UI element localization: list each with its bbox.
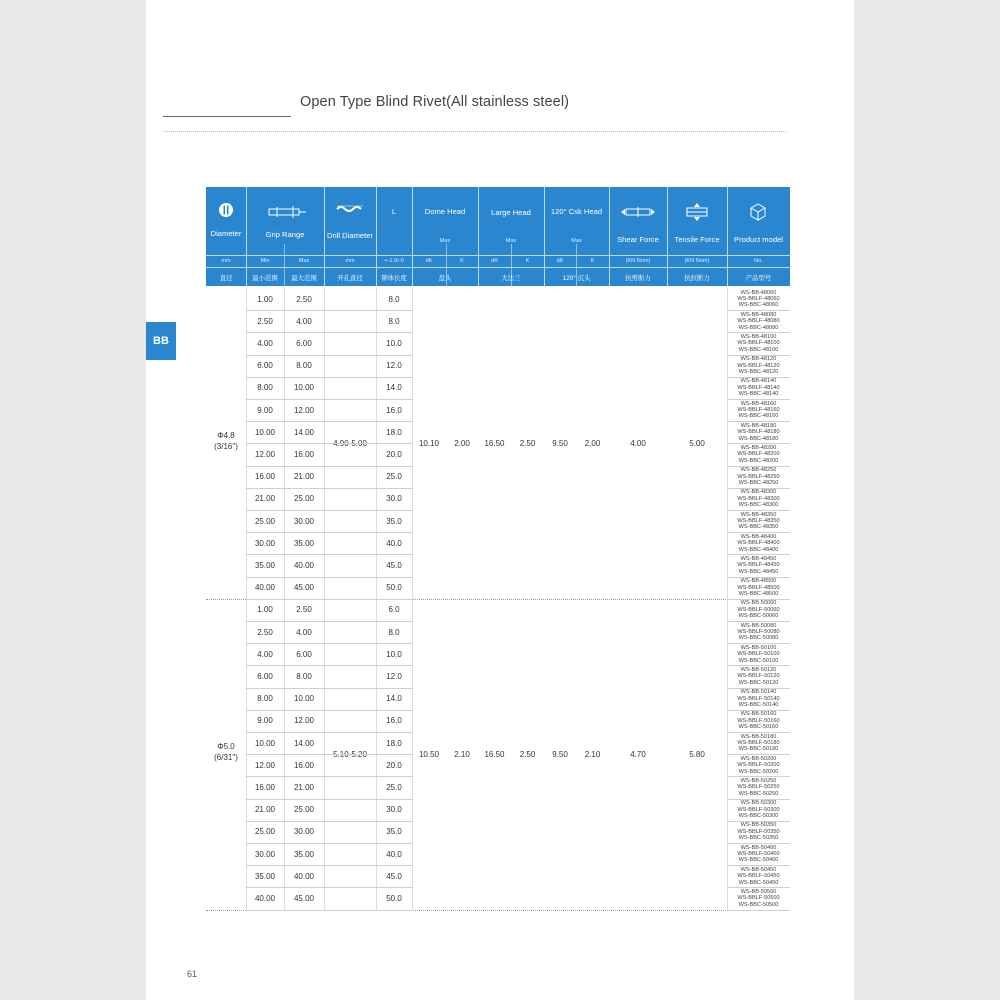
product-model-cell: [727, 711, 790, 730]
unit-csk-dk: dK: [556, 258, 564, 264]
product-model-code: WS-BB-50450: [740, 866, 777, 873]
header-drill-diameter: Drill Diameter: [327, 230, 373, 240]
grip-max-cell: 12.00: [293, 716, 315, 726]
product-model-code: WS-BBC-48300: [738, 502, 779, 509]
length-cell: 12.0: [386, 361, 402, 371]
grip-max-cell: 14.00: [293, 738, 315, 748]
grip-min-cell: 35.00: [254, 871, 276, 881]
length-cell: 20.0: [386, 449, 402, 459]
product-model-code: WS-BBLF-50120: [737, 673, 780, 680]
grip-min-cell: 9.00: [257, 405, 273, 415]
product-model-cell: [727, 445, 790, 464]
grip-min-cell: 25.00: [254, 516, 276, 526]
product-model-code: WS-BBC-50140: [738, 701, 779, 708]
product-model-code: WS-BBC-48250: [738, 479, 779, 486]
product-model-code: WS-BB-50100: [740, 644, 777, 651]
product-model-code: WS-BBLF-50060: [737, 606, 780, 613]
header-large-max: Max: [505, 238, 517, 244]
grip-min-cell: 6.00: [257, 671, 273, 681]
product-model-code: WS-BBC-50060: [738, 613, 779, 620]
unit-dome-dk: dK: [425, 258, 433, 264]
length-cell: 40.0: [386, 849, 402, 859]
product-model-code: WS-BBLF-50160: [737, 717, 780, 724]
product-model-code: WS-BBLF-48350: [737, 517, 780, 524]
product-model-code: WS-BB-48080: [740, 311, 777, 318]
grip-max-cell: 16.00: [293, 760, 315, 770]
product-model-cell: [727, 467, 790, 486]
product-model-code: WS-BB-48400: [740, 533, 777, 540]
length-cell: 35.0: [386, 516, 402, 526]
grip-min-cell: 35.00: [254, 560, 276, 570]
product-model-cell: [727, 845, 790, 864]
grip-min-cell: 4.00: [257, 649, 273, 659]
product-model-code: WS-BBC-48450: [738, 568, 779, 575]
product-model-code: WS-BBLF-48300: [737, 495, 780, 502]
product-model-code: WS-BB-50200: [740, 755, 777, 762]
product-model-cell: [727, 756, 790, 775]
length-cell: 50.0: [386, 583, 402, 593]
length-cell: 25.0: [386, 472, 402, 482]
product-model-code: WS-BBC-50250: [738, 790, 779, 797]
cn-drill: 开孔直径: [337, 274, 363, 282]
product-model-cell: [727, 423, 790, 442]
grip-min-cell: 40.00: [254, 583, 276, 593]
product-model-code: WS-BBLF-48060: [737, 295, 780, 302]
grip-range-icon: [267, 204, 307, 220]
group-dome-k: 2.10: [454, 749, 470, 759]
title-underline: [163, 116, 291, 117]
unit-grip-max: Max: [298, 258, 310, 264]
length-cell: 16.0: [386, 716, 402, 726]
grip-max-cell: 45.00: [293, 893, 315, 903]
length-cell: 8.0: [388, 627, 400, 637]
group-shear: 4.00: [630, 438, 646, 448]
product-model-code: WS-BBC-50080: [738, 635, 779, 642]
product-model-code: WS-BB-48200: [740, 444, 777, 451]
product-model-code: WS-BBLF-50450: [737, 873, 780, 880]
product-model-code: WS-BBC-48120: [738, 368, 779, 375]
product-model-cell: [727, 667, 790, 686]
grip-min-cell: 4.00: [257, 338, 273, 348]
product-model-cell: [727, 534, 790, 553]
product-model-code: WS-BB-48060: [740, 289, 777, 296]
product-model-cell: [727, 734, 790, 753]
product-model-code: WS-BBC-50450: [738, 879, 779, 886]
product-model-code: WS-BB-50400: [740, 844, 777, 851]
product-model-code: WS-BBLF-50180: [737, 739, 780, 746]
product-model-cell: [727, 556, 790, 575]
product-model-code: WS-BBLF-50350: [737, 828, 780, 835]
length-cell: 18.0: [386, 427, 402, 437]
product-model-code: WS-BB-50140: [740, 689, 777, 696]
product-model-code: WS-BBLF-48200: [737, 451, 780, 458]
product-model-code: WS-BB-48120: [740, 356, 777, 363]
unit-tensile: (KN Nom): [684, 258, 710, 264]
product-model-code: WS-BB-50180: [740, 733, 777, 740]
product-model-cell: [727, 512, 790, 531]
product-model-code: WS-BB-48500: [740, 578, 777, 585]
product-model-cell: [727, 645, 790, 664]
header-product-model: Product model: [734, 234, 783, 244]
product-model-cell: [727, 290, 790, 309]
length-cell: 45.0: [386, 871, 402, 881]
grip-max-cell: 10.00: [293, 383, 315, 393]
group-csk-dk: 9.50: [552, 749, 568, 759]
product-model-code: WS-BBLF-48450: [737, 562, 780, 569]
grip-min-cell: 2.50: [257, 316, 273, 326]
product-model-code: WS-BB-50500: [740, 888, 777, 895]
unit-grip-min: Min: [260, 258, 270, 264]
product-model-code: WS-BB-50250: [740, 777, 777, 784]
table-body: [206, 288, 790, 910]
length-cell: 40.0: [386, 538, 402, 548]
group-large-k: 2.50: [519, 438, 536, 448]
grip-min-cell: 12.00: [254, 760, 276, 770]
product-model-code: WS-BBLF-50100: [737, 651, 780, 658]
grip-min-cell: 1.00: [257, 605, 273, 615]
length-cell: 30.0: [386, 805, 402, 815]
unit-shear: (KN Nom): [625, 258, 651, 264]
cn-grip-max: 最大范围: [291, 274, 317, 282]
product-model-code: WS-BBC-48500: [738, 590, 779, 597]
product-model-code: WS-BB-48140: [740, 378, 777, 385]
grip-max-cell: 4.00: [296, 627, 312, 637]
grip-max-cell: 8.00: [296, 361, 312, 371]
product-model-code: WS-BBLF-50500: [737, 895, 780, 902]
tensile-force-icon: [684, 203, 710, 221]
length-cell: 30.0: [386, 494, 402, 504]
cn-diameter: 直径: [219, 274, 233, 282]
product-model-code: WS-BBC-50180: [738, 746, 779, 753]
group-diameter-inch: (3/16"): [214, 441, 238, 451]
grip-min-cell: 30.00: [254, 849, 276, 859]
grip-max-cell: 30.00: [293, 516, 315, 526]
length-cell: 10.0: [386, 338, 402, 348]
product-model-code: WS-BBLF-48120: [737, 362, 780, 369]
cn-dome: 盘头: [438, 274, 452, 282]
group-diameter-inch: (6/31"): [214, 752, 238, 762]
product-model-cell: [727, 378, 790, 397]
length-cell: 14.0: [386, 383, 402, 393]
product-model-code: WS-BBC-50500: [738, 901, 779, 908]
unit-drill: mm: [345, 258, 355, 264]
product-model-cell: [727, 578, 790, 597]
grip-max-cell: 6.00: [296, 649, 312, 659]
product-model-code: WS-BBC-50160: [738, 724, 779, 731]
row-divider: [246, 910, 412, 911]
product-model-code: WS-BBLF-50400: [737, 850, 780, 857]
header-length: L: [391, 206, 397, 216]
product-model-cell: [727, 401, 790, 420]
product-model-code: WS-BBLF-50140: [737, 695, 780, 702]
product-model-code: WS-BBC-48100: [738, 346, 779, 353]
unit-diameter: mm: [221, 258, 231, 264]
group-diameter: Φ4.8: [217, 430, 235, 440]
group-dome-k: 2.00: [454, 438, 470, 448]
product-model-code: WS-BB-50060: [740, 600, 777, 607]
grip-min-cell: 40.00: [254, 893, 276, 903]
grip-min-cell: 30.00: [254, 538, 276, 548]
group-large-dk: 16.50: [484, 438, 505, 448]
product-model-code: WS-BB-48250: [740, 467, 777, 474]
grip-min-cell: 12.00: [254, 449, 276, 459]
product-model-cell: [727, 800, 790, 819]
product-model-cell: [727, 600, 790, 619]
grip-min-cell: 21.00: [254, 805, 276, 815]
cn-tensile: 抗拉断力: [684, 274, 710, 282]
product-model-code: WS-BB-50350: [740, 822, 777, 829]
grip-max-cell: 2.50: [296, 294, 312, 304]
table-header: [206, 187, 790, 286]
product-model-code: WS-BBC-48200: [738, 457, 779, 464]
length-cell: 10.0: [386, 649, 402, 659]
header-dome-head: Dome Head: [424, 206, 466, 216]
product-model-code: WS-BBC-48350: [738, 524, 779, 531]
group-large-k: 2.50: [519, 749, 536, 759]
header-csk-head: 120° Csk Head: [550, 206, 603, 216]
row-divider: [727, 910, 790, 911]
group-shear: 4.70: [630, 749, 646, 759]
length-cell: 8.0: [388, 294, 400, 304]
group-tensile: 5.00: [689, 438, 705, 448]
page-title: Open Type Blind Rivet(All stainless steel): [300, 94, 570, 110]
unit-dome-k: K: [460, 258, 464, 264]
product-model-code: WS-BBLF-50300: [737, 806, 780, 813]
cn-length: 铆体长度: [381, 274, 407, 282]
product-model-code: WS-BBLF-48400: [737, 540, 780, 547]
product-model-code: WS-BB-48450: [740, 555, 777, 562]
cn-model: 产品型号: [745, 274, 772, 282]
length-cell: 12.0: [386, 671, 402, 681]
product-model-cell: [727, 689, 790, 708]
length-cell: 8.0: [388, 316, 400, 326]
grip-max-cell: 25.00: [293, 805, 315, 815]
header-tensile-force: Tensile Force: [674, 234, 720, 244]
product-model-code: WS-BB-50160: [740, 711, 777, 718]
product-model-code: WS-BBLF-48500: [737, 584, 780, 591]
grip-max-cell: 14.00: [293, 427, 315, 437]
grip-max-cell: 4.00: [296, 316, 312, 326]
grip-min-cell: 10.00: [254, 427, 276, 437]
length-cell: 14.0: [386, 694, 402, 704]
grip-max-cell: 8.00: [296, 671, 312, 681]
header-csk-max: Max: [571, 238, 582, 244]
product-model-code: WS-BBC-48080: [738, 324, 779, 331]
grip-max-cell: 40.00: [293, 871, 315, 881]
length-cell: 35.0: [386, 827, 402, 837]
product-model-code: WS-BB-48160: [740, 400, 777, 407]
length-cell: 50.0: [386, 893, 402, 903]
grip-max-cell: 2.50: [296, 605, 312, 615]
product-model-code: WS-BBLF-50250: [737, 784, 780, 791]
product-model-code: WS-BB-50300: [740, 800, 777, 807]
drill-icon: [336, 204, 364, 214]
product-model-code: WS-BBC-50100: [738, 657, 779, 664]
group-csk-dk: 9.50: [552, 438, 568, 448]
grip-min-cell: 10.00: [254, 738, 276, 748]
product-model-code: WS-BBC-48180: [738, 435, 779, 442]
product-model-code: WS-BBLF-50200: [737, 762, 780, 769]
section-tab[interactable]: BB: [146, 322, 176, 360]
product-model-code: WS-BBC-50200: [738, 768, 779, 775]
unit-csk-k: K: [590, 258, 595, 264]
header-large-head: Large Head: [491, 207, 531, 217]
grip-max-cell: 12.00: [293, 405, 315, 415]
product-model-cell: [727, 356, 790, 375]
group-csk-k: 2.00: [584, 438, 601, 448]
header-grip-range: Grip Range: [265, 229, 305, 239]
group-csk-k: 2.10: [584, 749, 601, 759]
product-model-code: WS-BBC-50400: [738, 857, 779, 864]
grip-min-cell: 16.00: [254, 782, 276, 792]
grip-min-cell: 16.00: [254, 472, 276, 482]
cn-shear: 抗剪断力: [625, 274, 651, 282]
product-model-cell: [727, 312, 790, 331]
product-model-code: WS-BBLF-48180: [737, 429, 780, 436]
product-model-code: WS-BBC-50120: [738, 679, 779, 686]
grip-max-cell: 10.00: [293, 694, 315, 704]
cn-grip-min: 最小范围: [252, 274, 278, 282]
length-cell: 45.0: [386, 560, 402, 570]
grip-max-cell: 25.00: [293, 494, 315, 504]
product-model-code: WS-BBLF-50080: [737, 628, 780, 635]
cn-csk: 120° 沉头: [562, 274, 591, 282]
product-model-cell: [727, 822, 790, 841]
product-model-code: WS-BBC-50350: [738, 835, 779, 842]
cn-large: 大法兰: [501, 274, 521, 282]
grip-min-cell: 8.00: [257, 694, 273, 704]
length-cell: 18.0: [386, 738, 402, 748]
product-model-code: WS-BB-50120: [740, 666, 777, 673]
shear-force-icon: [620, 206, 656, 218]
product-model-code: WS-BB-48180: [740, 422, 777, 429]
product-model-code: WS-BB-48100: [740, 333, 777, 340]
product-model-cell: [727, 623, 790, 642]
grip-min-cell: 8.00: [257, 383, 273, 393]
header-dome-max: Max: [439, 238, 451, 244]
product-model-code: WS-BBLF-48100: [737, 340, 780, 347]
grip-max-cell: 35.00: [293, 849, 315, 859]
grip-max-cell: 40.00: [293, 560, 315, 570]
product-model-code: WS-BBLF-48250: [737, 473, 780, 480]
grip-max-cell: 30.00: [293, 827, 315, 837]
product-model-cell: [727, 778, 790, 797]
product-model-code: WS-BBLF-48140: [737, 384, 780, 391]
diameter-icon: [218, 202, 234, 218]
grip-min-cell: 21.00: [254, 494, 276, 504]
product-model-code: WS-BBLF-48080: [737, 318, 780, 325]
grip-min-cell: 1.00: [257, 294, 273, 304]
header-shear-force: Shear Force: [617, 234, 659, 244]
title-divider: [163, 131, 786, 132]
length-cell: 6.0: [388, 605, 400, 615]
product-model-code: WS-BBC-48140: [738, 391, 779, 398]
grip-max-cell: 45.00: [293, 583, 315, 593]
page-number: 61: [187, 969, 198, 979]
product-model-cell: [727, 489, 790, 508]
group-tensile: 5.80: [689, 749, 705, 759]
length-cell: 16.0: [386, 405, 402, 415]
product-model-code: WS-BBLF-48160: [737, 406, 780, 413]
length-cell: 20.0: [386, 760, 402, 770]
grip-max-cell: 6.00: [296, 338, 312, 348]
grip-min-cell: 2.50: [257, 627, 273, 637]
product-model-code: WS-BBC-48060: [738, 302, 779, 309]
product-model-code: WS-BBC-50300: [738, 812, 779, 819]
group-drill: 4.90-5.00: [333, 438, 367, 448]
unit-length: +-1.0/-0: [384, 258, 404, 264]
product-model-code: WS-BB-48350: [740, 511, 777, 518]
header-diameter: Diameter: [210, 228, 242, 238]
product-model-code: WS-BBC-48400: [738, 546, 779, 553]
group-diameter: Φ5.0: [217, 741, 235, 751]
product-model-code: WS-BB-48300: [740, 489, 777, 496]
grip-max-cell: 21.00: [293, 782, 315, 792]
grip-max-cell: 16.00: [293, 449, 315, 459]
group-dome-dk: 10.50: [418, 749, 440, 759]
group-large-dk: 16.50: [484, 749, 505, 759]
grip-min-cell: 6.00: [257, 361, 273, 371]
cube-icon: [749, 203, 767, 221]
grip-min-cell: 25.00: [254, 827, 276, 837]
product-model-code: WS-BB-50080: [740, 622, 777, 629]
product-model-cell: [727, 867, 790, 886]
unit-large-k: K: [525, 258, 530, 264]
grip-min-cell: 9.00: [257, 716, 273, 726]
product-model-code: WS-BBC-48160: [738, 413, 779, 420]
product-model-cell: [727, 889, 790, 908]
group-dome-dk: 10.10: [418, 438, 440, 448]
group-drill: 5.10-5.20: [333, 749, 367, 759]
grip-max-cell: 35.00: [293, 538, 315, 548]
unit-model: No.: [754, 258, 763, 264]
product-model-cell: [727, 334, 790, 353]
grip-max-cell: 21.00: [293, 472, 315, 482]
unit-large-dk: dK: [491, 258, 498, 264]
length-cell: 25.0: [386, 782, 402, 792]
